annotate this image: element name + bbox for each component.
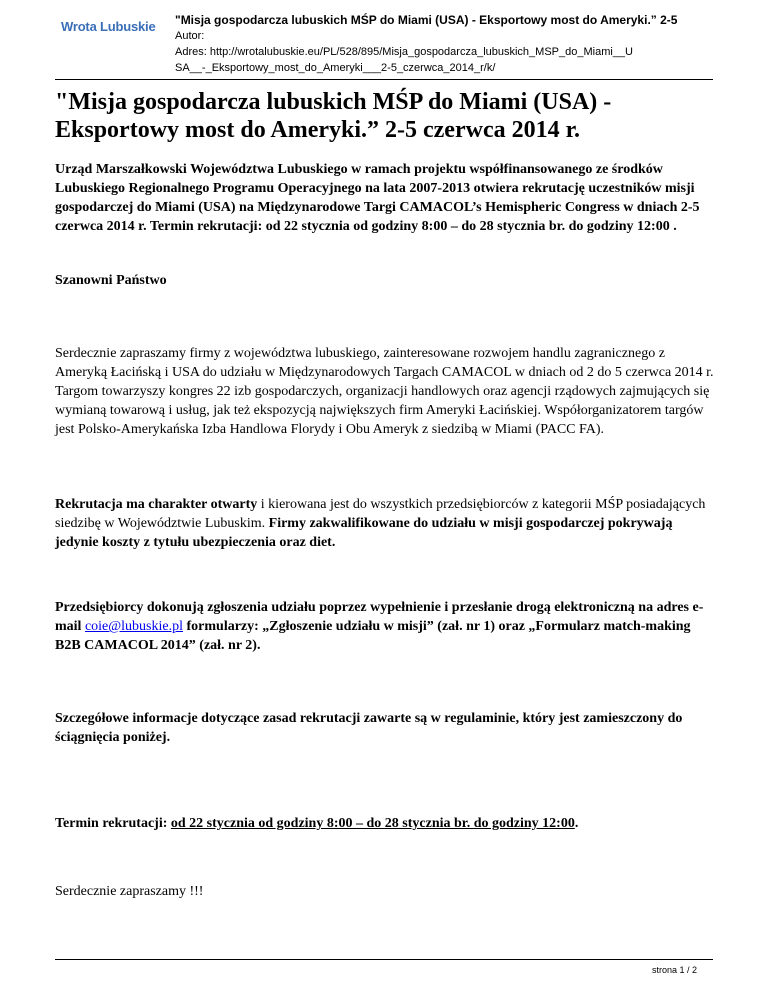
print-header (175, 12, 768, 76)
page-number: strona 1 / 2 (651, 965, 697, 975)
paragraph-deadline (55, 814, 715, 833)
article-lead: Urząd Marszałkowski Województwa Lubuskiego w ramach projektu współfinansowanego ze środków Lubuskiego Regionalnego Programu Operacyjnego na lata 2007-2013 otwiera rekrutację uczestników misji gospodarczej do Miami (USA) na Międzynarodowe Targi CAMACOL’s Hemispheric Congress w dniach 2-5 czerwca 2014 r. Termin rekrutacji: od 22 stycznia od godziny 8:00 – do 28 stycznia br. do godziny 12:00 . (55, 162, 700, 234)
closing: Serdecznie zapraszamy !!! (55, 884, 204, 899)
paragraph-recruitment-bold-1: Rekrutacja ma charakter otwarty (55, 497, 258, 512)
header-author: Autor: (175, 30, 205, 42)
paragraph-application-text-2: formularzy: „Zgłoszenie udziału w misji” (zał. nr 1) oraz „Formularz match-making B2B CAMACOL 2014” (zał. nr 2). (55, 619, 691, 653)
deadline-label: Termin rekrutacji: (55, 816, 171, 831)
greeting: Szanowni Państwo (55, 273, 167, 288)
paragraph-recruitment (55, 495, 715, 552)
email-link[interactable]: coie@lubuskie.pl (84, 619, 183, 634)
deadline-value: od 22 stycznia od godziny 8:00 – do 28 stycznia br. do godziny 12:00 (170, 816, 575, 831)
header-title: "Misja gospodarcza lubuskich MŚP do Miami (USA) - Eksportowy most do Ameryki.” 2-5 (175, 13, 678, 27)
header-address-line-1: Adres: http://wrotalubuskie.eu/PL/528/895/Misja_gospodarcza_lubuskich_MSP_do_Miami__U (175, 46, 633, 58)
article-title-line-2: Eksportowy most do Ameryki.” 2-5 czerwca 2014 r. (55, 117, 581, 143)
article-body (55, 88, 715, 899)
article-title-line-1: "Misja gospodarcza lubuskich MŚP do Miami (USA) - (55, 89, 612, 115)
paragraph-application (55, 598, 715, 655)
header-address-line-2: SA__-_Eksportowy_most_do_Ameryki___2-5_czerwca_2014_r/k/ (175, 62, 496, 74)
paragraph-recruitment-bold-2: Firmy zakwalifikowane do udziału w misji gospodarczej pokrywają jedynie koszty z tytułu ubezpieczenia oraz diet. (55, 516, 673, 550)
paragraph-intro: Serdecznie zapraszamy firmy z województwa lubuskiego, zainteresowane rozwojem handlu zagranicznego z Ameryką Łacińską i USA do udziału w Międzynarodowych Targach CAMACOL w dniach od 2 do 5 czerwca 2014 r. Targom towarzyszy kongres 22 izb gospodarczych, organizacji handlowych oraz agencji rządowych zajmujących się wymianą towarową i usług, jak też ekspozycją największych firm Ameryki Łacińskiej. Współorganizatorem targów jest Polsko-Amerykańska Izba Handlowa Florydy i Obu Ameryk z siedzibą w Miami (PACC FA). (55, 346, 714, 437)
paragraph-recruitment-text: i kierowana jest do wszystkich przedsiębiorców z kategorii MŚP posiadających siedzibę w Województwie Lubuskim. (55, 497, 706, 531)
paragraph-details: Szczegółowe informacje dotyczące zasad rekrutacji zawarte są w regulaminie, który jest zamieszczony do ściągnięcia poniżej. (55, 711, 683, 745)
footer-divider (55, 959, 713, 960)
article-title (55, 88, 715, 144)
header-divider (55, 79, 713, 80)
paragraph-application-text-1: Przedsiębiorcy dokonują zgłoszenia udziału poprzez wypełnienie i przesłanie drogą elektroniczną na adres e-mail (55, 600, 704, 634)
deadline-end: . (574, 816, 579, 831)
site-logo: Wrota Lubuskie (61, 19, 156, 34)
